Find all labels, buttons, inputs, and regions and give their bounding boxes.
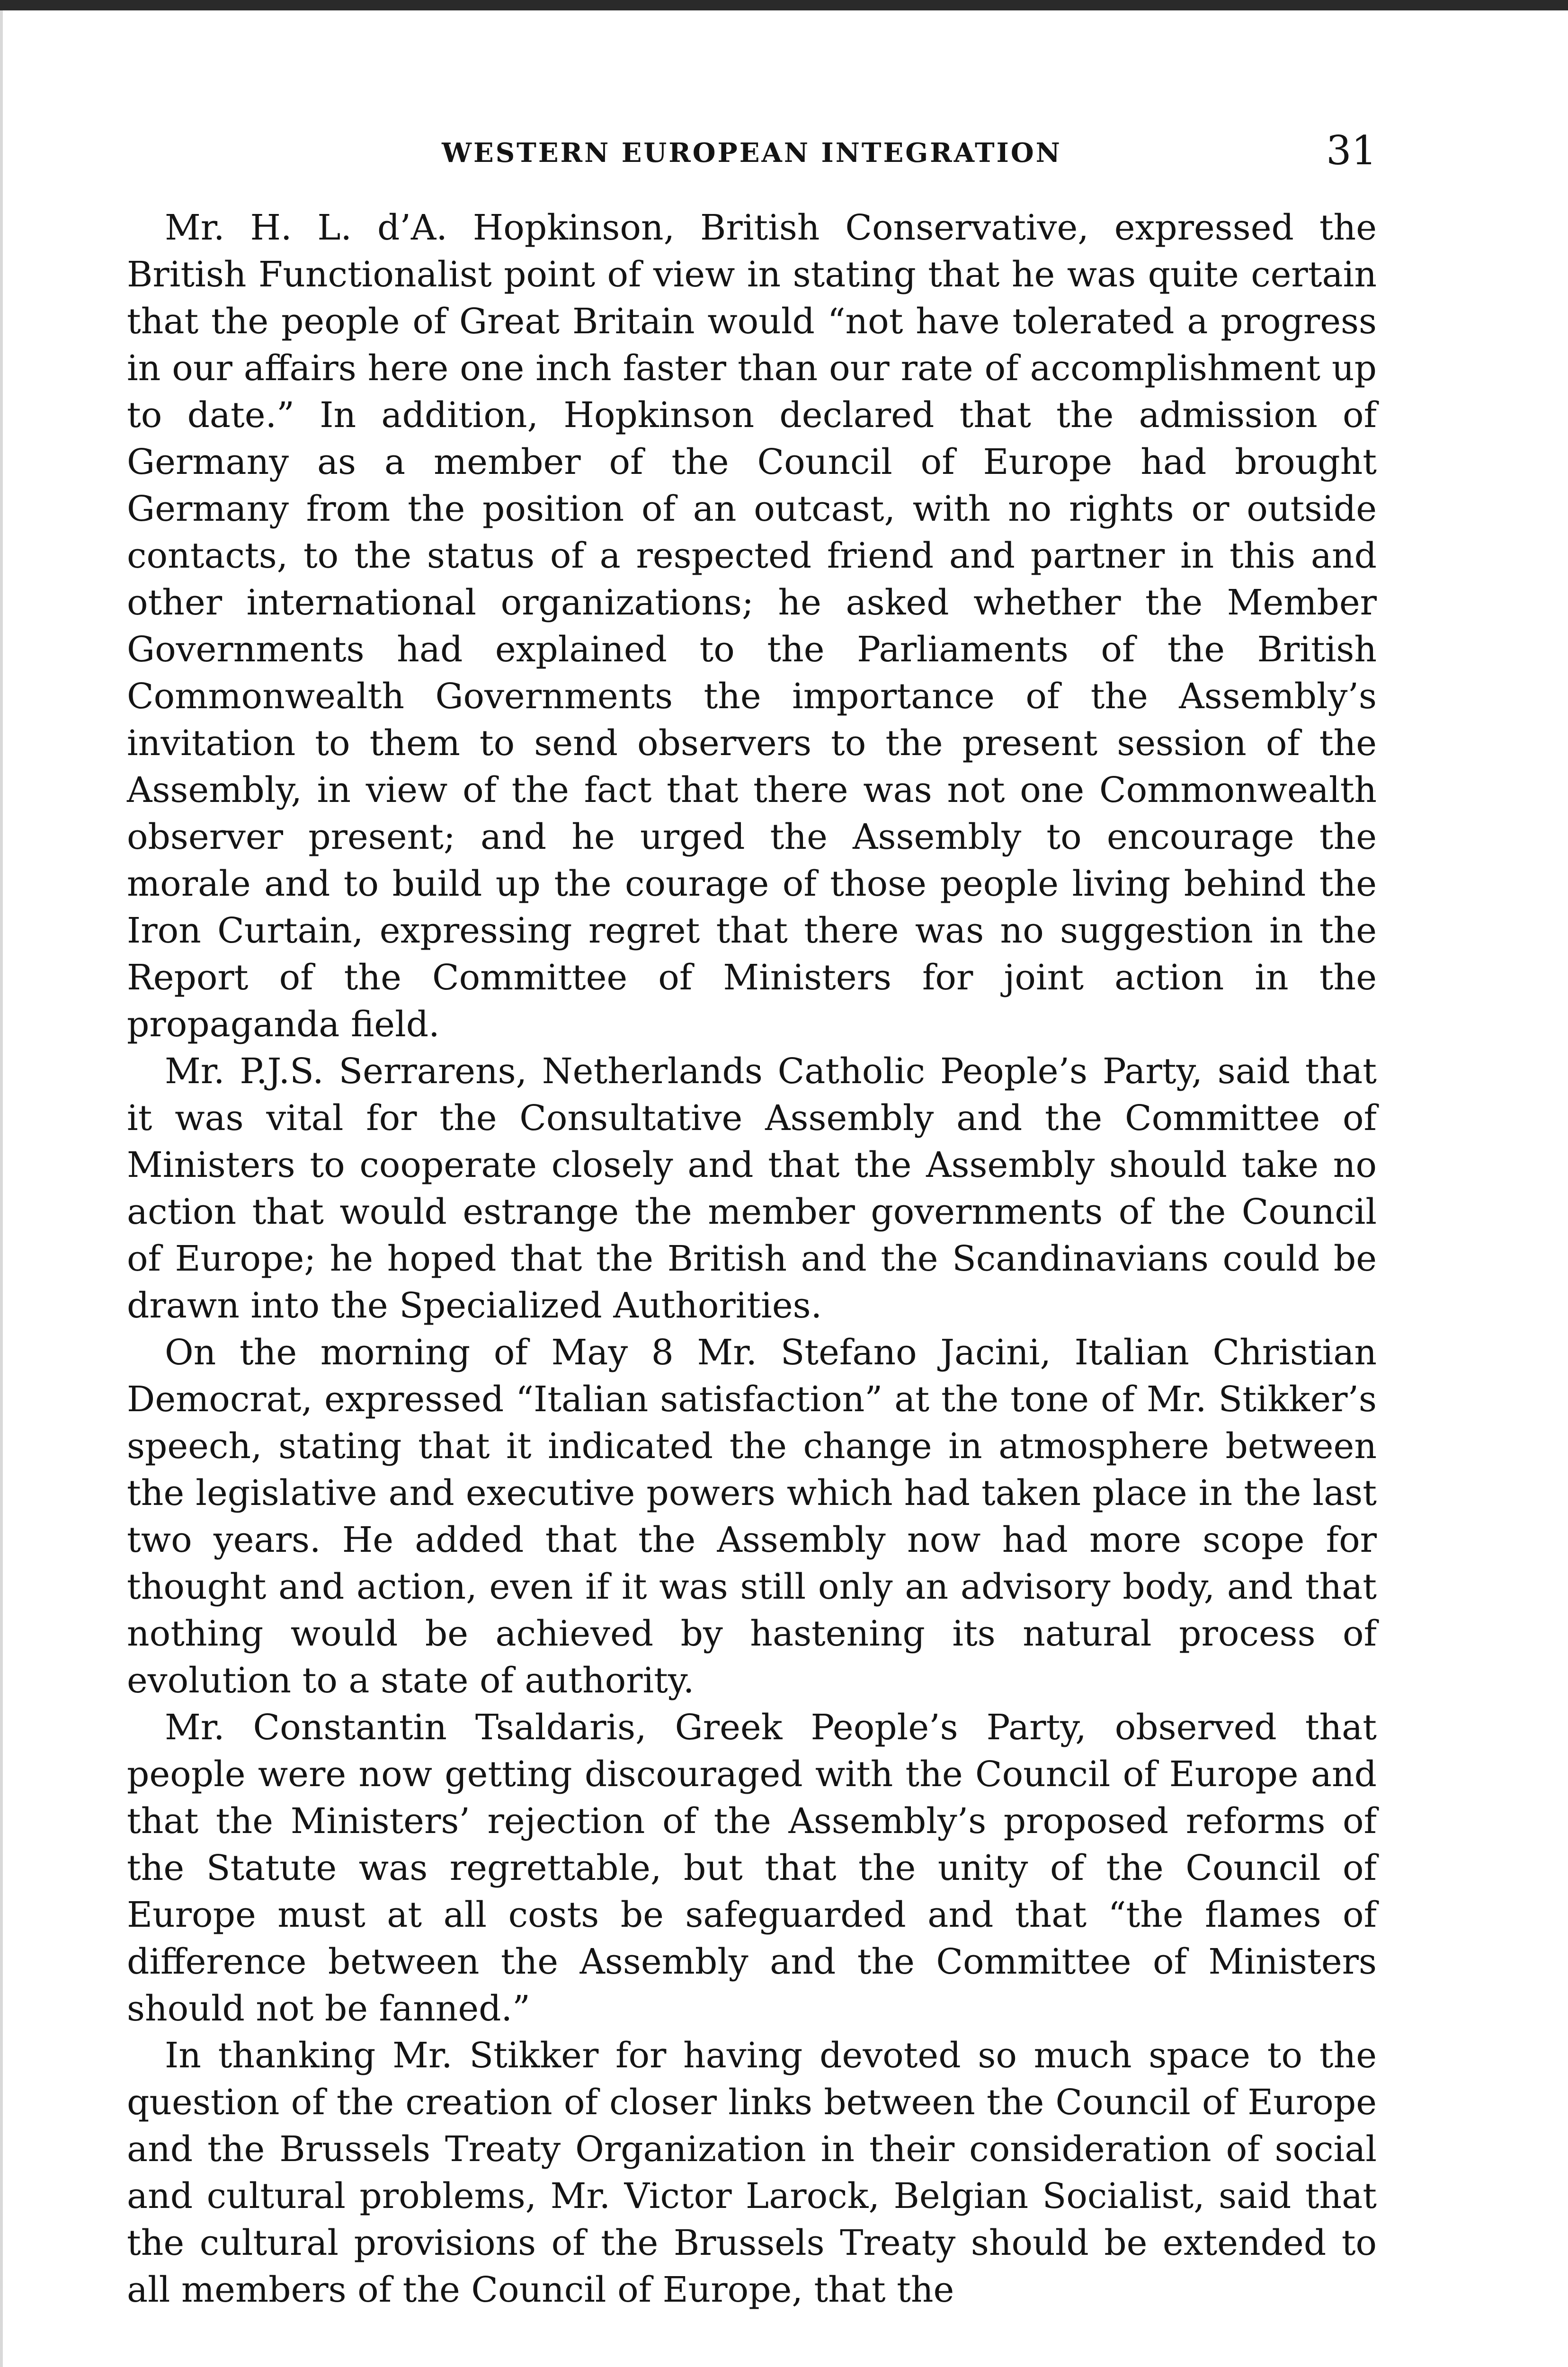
body-text — [127, 205, 1377, 2344]
running-head — [127, 127, 1377, 179]
paragraph-jacini: On the morning of May 8 Mr. Stefano Jacini, Italian Christian Democrat, expressed “Italian satisfaction” at the tone of Mr. Stikker’s speech, stating that it indicated the change in atmosphere between the legislative and executive powers which had taken place in the last two years. He added that the Assembly now had more scope for thought and action, even if it was still only an advisory body, and that nothing would be achieved by hastening its natural process of evolution to a state of authority. — [127, 1332, 1377, 1701]
running-title: WESTERN EUROPEAN INTEGRATION — [442, 137, 1062, 169]
paragraph-serrarens: Mr. P.J.S. Serrarens, Netherlands Catholic People’s Party, said that it was vital for the Consultative Assembly and the Committee of Ministers to cooperate closely and that the Assembly should take no action that would estrange the member governments of the Council of Europe; he hoped that the British and the Scandinavians could be drawn into the Specialized Authorities. — [127, 1051, 1377, 1326]
page-left-edge — [0, 10, 3, 2367]
top-border-rule — [0, 0, 1568, 10]
paragraph-hopkinson: Mr. H. L. d’A. Hopkinson, British Conservative, expressed the British Functionalist point of view in stating that he was quite certain that the people of Great Britain would “not have tolerated a progress in our affairs here one inch faster than our rate of accomplishment up to date.” In addition, Hopkinson declared that the admission of Germany as a member of the Council of Europe had brought Germany from the position of an outcast, with no rights or outside contacts, to the status of a respected friend and partner in this and other international organizations; he asked whether the Member Governments had explained to the Parliaments of the British Commonwealth Governments the importance of the Assembly’s invitation to them to send observers to the present session of the Assembly, in view of the fact that there was not one Commonwealth observer present; and he urged the Assembly to encourage the morale and to build up the courage of those people living behind the Iron Curtain, expressing regret that there was no suggestion in the Report of the Committee of Ministers for joint action in the propaganda field. — [127, 207, 1377, 1045]
paragraph-larock: In thanking Mr. Stikker for having devoted so much space to the question of the creation of closer links between the Council of Europe and the Brussels Treaty Organization in their consideration of social and cultural problems, Mr. Victor Larock, Belgian Socialist, said that the cultural provisions of the Brussels Treaty should be extended to all members of the Council of Europe, that the — [127, 2035, 1377, 2310]
page-number: 31 — [1326, 127, 1377, 174]
paragraph-tsaldaris: Mr. Constantin Tsaldaris, Greek People’s Party, observed that people were now getting discouraged with the Council of Europe and that the Ministers’ rejection of the Assembly’s proposed reforms of the Statute was regrettable, but that the unity of the Council of Europe must at all costs be safeguarded and that “the flames of difference between the Assembly and the Committee of Ministers should not be fanned.” — [127, 1707, 1377, 2029]
